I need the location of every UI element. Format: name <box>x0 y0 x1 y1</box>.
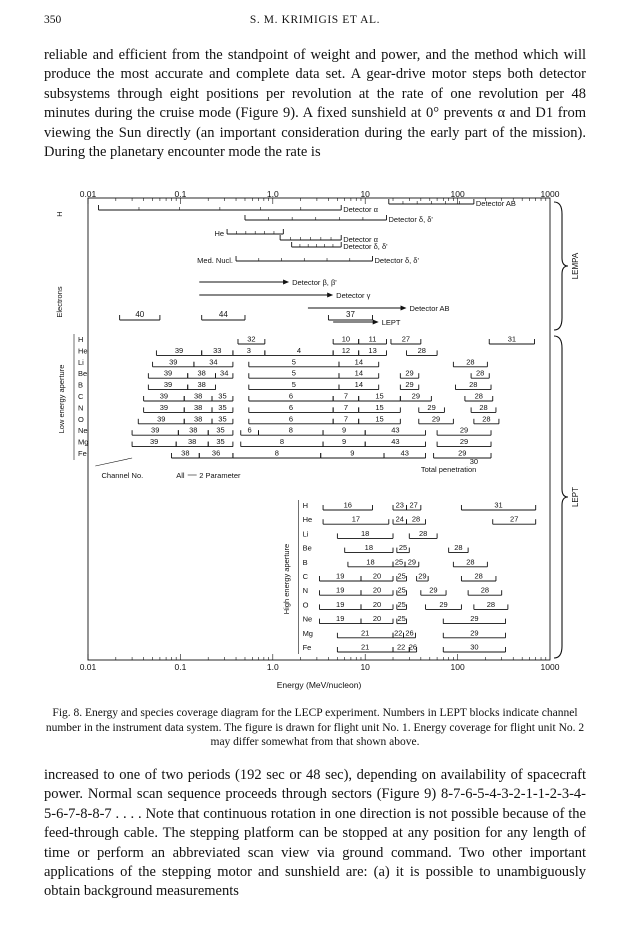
high-channel-number: 25 <box>397 571 406 581</box>
low-species-label: H <box>78 335 84 344</box>
lempa-detector-label: Detector α <box>343 235 378 244</box>
lempa-label: LEMPA <box>571 252 580 280</box>
channel-no-label: Channel No. <box>101 471 144 480</box>
high-species-label: Be <box>302 543 312 553</box>
low-channel-number: 32 <box>247 334 256 344</box>
low-channel-number: 28 <box>475 368 485 378</box>
low-channel-number: 9 <box>350 448 355 458</box>
page-number: 350 <box>44 14 62 26</box>
x-tick-label-bottom: 1000 <box>540 662 560 672</box>
low-channel-number: 6 <box>288 402 294 412</box>
lept-label: LEPT <box>571 486 580 508</box>
low-channel-number: 39 <box>149 437 159 447</box>
body-paragraph-bottom: increased to one of two periods (192 sec or 48 sec), depending on availability of spacecraft power. Normal scan sequence proceeds through sectors (Figure 9) 8-7-6-5-4-3-2-1-1-2-3-4-5-6-7-8-8-7 . . . . Note that continuous rotation in one direction is not possible because of the feed-through cable. The stepping platform can be stopped at any position for any length of time or perform an abbreviated scan view via ground command. Two other important applications of the stepping motor and sunshield are: (a) it is possible to unambiguously obtain background measurements <box>44 767 586 900</box>
low-channel-number: 39 <box>157 414 166 424</box>
electron-arrow-head <box>327 293 333 298</box>
low-channel-number: 15 <box>375 391 384 401</box>
low-channel-number: 34 <box>220 368 229 378</box>
high-channel-number: 20 <box>372 585 382 595</box>
lempa-brace <box>554 202 568 330</box>
low-channel-number: 28 <box>482 414 491 424</box>
high-channel-number: 17 <box>351 514 361 524</box>
high-species-label: Li <box>302 529 309 539</box>
high-channel-number: 28 <box>419 528 428 538</box>
all-label: All <box>176 471 185 480</box>
low-channel-number: 35 <box>218 391 227 401</box>
high-species-label: N <box>302 586 308 596</box>
high-channel-number: 28 <box>480 585 490 595</box>
high-channel-number: 20 <box>372 599 382 609</box>
high-species-label: Mg <box>302 628 313 638</box>
low-channel-number: 4 <box>296 345 302 355</box>
high-channel-number: 29 <box>470 628 479 638</box>
running-title: S. M. KRIMIGIS ET AL. <box>249 14 381 26</box>
total-penetration-label: Total penetration <box>420 465 477 474</box>
low-channel-number: 5 <box>291 380 296 390</box>
electron-arrow-label: Detector γ <box>336 291 371 300</box>
electron-arrow-label: Detector AB <box>409 304 450 313</box>
high-aperture-label: High energy aperture <box>282 543 292 615</box>
high-channel-number: 31 <box>494 500 503 510</box>
x-tick-label-top: 1000 <box>540 190 560 199</box>
high-channel-number: 25 <box>397 614 406 624</box>
low-channel-number: 8 <box>274 448 279 458</box>
electron-channel-number: 40 <box>135 310 145 319</box>
low-channel-number: 38 <box>193 414 203 424</box>
high-channel-number: 20 <box>372 571 382 581</box>
low-channel-number: 29 <box>405 380 414 390</box>
low-channel-number: 5 <box>291 357 296 367</box>
low-channel-number: 28 <box>417 345 426 355</box>
high-channel-number: 23 <box>395 500 404 510</box>
x-tick-label-top: 0.01 <box>79 190 97 199</box>
high-channel-number: 22 <box>394 628 403 638</box>
high-species-label: O <box>302 600 309 610</box>
low-channel-number: 39 <box>151 425 160 435</box>
high-channel-number: 18 <box>364 543 374 553</box>
channel-no-leader <box>95 458 132 466</box>
low-channel-number: 39 <box>169 357 178 367</box>
high-channel-number: 27 <box>409 500 418 510</box>
lempa-detector-label: Detector δ, δ' <box>374 256 419 265</box>
x-tick-label-bottom: 10 <box>360 662 370 672</box>
body-paragraph-top: reliable and efficient from the standpoint of weight and power, and the method which will produce the most accurate and complete data set. A gear-drive motor steps both detector subsystems through eight positions per revolution at the rate of one revolution per 48 minutes during the cruise mode (Figure 9). A fixed sunshield at 0° prevents α and D1 from viewing the Sun directly (an important consideration during the early part of the mission). During the planetary encounter mode the rate is <box>44 47 586 161</box>
high-channel-number: 18 <box>361 528 370 538</box>
low-aperture-label: Low energy aperture <box>57 364 66 434</box>
low-channel-number: 29 <box>459 437 469 447</box>
high-channel-number: 26 <box>405 628 414 638</box>
low-channel-number: 9 <box>342 437 347 447</box>
low-channel-number: 39 <box>163 380 173 390</box>
low-channel-number: 12 <box>341 345 351 355</box>
low-channel-number: 28 <box>479 402 488 412</box>
x-tick-label-top: 10 <box>360 190 370 199</box>
high-channel-number: 19 <box>336 571 345 581</box>
total-penetration-channel: 30 <box>469 457 479 466</box>
low-channel-number: 34 <box>209 357 218 367</box>
lempa-detector-label: Detector AB <box>475 199 516 208</box>
low-channel-number: 7 <box>343 402 349 412</box>
low-species-label: Be <box>78 369 88 379</box>
low-channel-number: 29 <box>459 425 469 435</box>
high-channel-number: 21 <box>361 642 370 652</box>
low-channel-number: 35 <box>218 414 227 424</box>
high-channel-number: 29 <box>470 614 479 624</box>
low-channel-number: 38 <box>181 448 190 458</box>
low-species-label: Ne <box>78 426 88 436</box>
high-channel-number: 24 <box>395 514 404 524</box>
low-channel-number: 36 <box>211 448 221 458</box>
x-tick-label-bottom: 0.1 <box>174 662 187 672</box>
high-channel-number: 28 <box>474 571 483 581</box>
high-species-label: B <box>302 557 308 567</box>
high-channel-number: 29 <box>418 571 427 581</box>
high-channel-number: 29 <box>429 585 438 595</box>
low-species-label: N <box>78 403 84 413</box>
low-channel-number: 35 <box>216 437 225 447</box>
high-channel-number: 18 <box>366 557 375 567</box>
low-species-label: He <box>78 346 88 356</box>
low-channel-number: 15 <box>375 414 384 424</box>
high-channel-number: 25 <box>394 557 404 567</box>
high-channel-number: 22 <box>396 642 406 652</box>
low-channel-number: 38 <box>197 380 206 390</box>
electron-arrow-head <box>283 280 289 285</box>
low-channel-number: 38 <box>197 368 206 378</box>
low-species-label: C <box>78 392 84 401</box>
lept-brace <box>554 336 568 658</box>
electron-channel-number: 44 <box>218 310 228 319</box>
high-channel-number: 20 <box>372 614 382 624</box>
x-tick-label-top: 100 <box>450 190 465 199</box>
electron-arrow-head <box>401 306 407 311</box>
low-channel-number: 28 <box>466 357 475 367</box>
high-channel-number: 28 <box>411 514 421 524</box>
low-species-label: O <box>78 414 84 424</box>
electron-arrow-head <box>373 320 379 325</box>
low-channel-number: 29 <box>411 391 421 401</box>
high-species-label: He <box>302 515 313 525</box>
low-channel-number: 6 <box>247 425 252 435</box>
high-channel-number: 29 <box>439 599 448 609</box>
high-channel-number: 25 <box>397 585 406 595</box>
low-channel-number: 35 <box>218 402 227 412</box>
figure-caption: Fig. 8. Energy and species coverage diagram for the LECP experiment. Numbers in LEPT blocks indicate channel number in the instrument data system. The figure is drawn for flight unit No. 1. Energy coverage for flight unit No. 2 may differ somewhat from that shown above. <box>45 707 585 748</box>
low-species-label: B <box>78 380 84 390</box>
high-channel-number: 16 <box>343 500 352 510</box>
low-channel-number: 29 <box>458 448 467 458</box>
low-channel-number: 43 <box>391 437 400 447</box>
low-channel-number: 9 <box>342 425 347 435</box>
high-channel-number: 19 <box>336 614 345 624</box>
lempa-row-label: He <box>214 229 225 238</box>
high-channel-number: 25 <box>398 543 408 553</box>
low-channel-number: 8 <box>279 437 285 447</box>
high-species-label: Fe <box>302 643 312 652</box>
high-channel-number: 29 <box>407 557 417 567</box>
low-channel-number: 39 <box>159 391 169 401</box>
electron-channel-number: 37 <box>346 310 355 319</box>
electron-arrow-label: Detector β, β' <box>292 278 337 287</box>
low-channel-number: 33 <box>213 345 222 355</box>
low-channel-number: 6 <box>288 414 294 424</box>
x-tick-label-bottom: 1.0 <box>266 662 279 672</box>
high-channel-number: 25 <box>397 599 406 609</box>
low-channel-number: 29 <box>427 402 436 412</box>
low-channel-number: 6 <box>288 391 294 401</box>
low-channel-number: 15 <box>375 402 384 412</box>
low-channel-number: 28 <box>469 380 478 390</box>
low-channel-number: 38 <box>193 402 203 412</box>
lempa-detector-label: Detector δ, δ' <box>343 242 388 251</box>
lempa-detector-label: Detector δ, δ' <box>388 215 433 224</box>
low-channel-number: 38 <box>189 425 198 435</box>
electrons-label: Electrons <box>55 286 64 318</box>
low-channel-number: 39 <box>174 345 184 355</box>
two-param-label: 2 Parameter <box>199 471 241 480</box>
x-tick-label-bottom: 100 <box>450 662 465 672</box>
high-species-label: C <box>302 572 308 581</box>
x-tick-label-bottom: 0.01 <box>79 662 97 672</box>
running-head <box>44 14 586 30</box>
high-channel-number: 28 <box>454 543 463 553</box>
low-species-label: Fe <box>78 449 87 458</box>
high-channel-number: 28 <box>466 557 475 567</box>
high-channel-number: 30 <box>470 642 479 652</box>
x-tick-label-top: 0.1 <box>174 190 187 199</box>
low-species-label: Mg <box>78 437 89 447</box>
x-tick-label-top: 1.0 <box>266 190 279 199</box>
low-channel-number: 29 <box>431 414 441 424</box>
low-channel-number: 3 <box>246 345 251 355</box>
low-channel-number: 14 <box>354 368 364 378</box>
low-channel-number: 14 <box>354 380 364 390</box>
low-channel-number: 13 <box>368 345 377 355</box>
low-channel-number: 5 <box>291 368 296 378</box>
low-channel-number: 27 <box>401 334 411 344</box>
high-channel-number: 19 <box>336 585 345 595</box>
low-channel-number: 43 <box>400 448 409 458</box>
low-channel-number: 11 <box>368 334 377 344</box>
lempa-h-label: H <box>55 211 64 217</box>
low-channel-number: 43 <box>391 425 400 435</box>
low-channel-number: 14 <box>354 357 364 367</box>
lempa-detector-label: Detector α <box>343 205 378 214</box>
low-channel-number: 38 <box>193 391 203 401</box>
low-channel-number: 10 <box>341 334 351 344</box>
high-species-label: Ne <box>302 614 313 624</box>
low-channel-number: 29 <box>405 368 414 378</box>
low-channel-number: 39 <box>163 368 173 378</box>
energy-coverage-figure <box>38 190 608 698</box>
low-channel-number: 31 <box>507 334 517 344</box>
low-channel-number: 38 <box>188 437 197 447</box>
low-channel-number: 35 <box>216 425 225 435</box>
high-species-label: H <box>302 501 308 510</box>
low-channel-number: 7 <box>343 391 349 401</box>
high-channel-number: 28 <box>486 599 496 609</box>
low-channel-number: 8 <box>288 425 293 435</box>
x-axis-label: Energy (MeV/nucleon) <box>276 680 362 690</box>
low-species-label: Li <box>78 357 84 367</box>
high-channel-number: 27 <box>510 514 519 524</box>
high-channel-number: 26 <box>408 642 418 652</box>
lempa-row-label: Med. Nucl. <box>197 256 234 265</box>
low-channel-number: 7 <box>343 414 349 424</box>
high-channel-number: 19 <box>336 599 345 609</box>
electron-arrow-label: LEPT <box>381 318 401 327</box>
low-channel-number: 28 <box>474 391 483 401</box>
low-channel-number: 39 <box>159 402 169 412</box>
high-channel-number: 21 <box>361 628 370 638</box>
